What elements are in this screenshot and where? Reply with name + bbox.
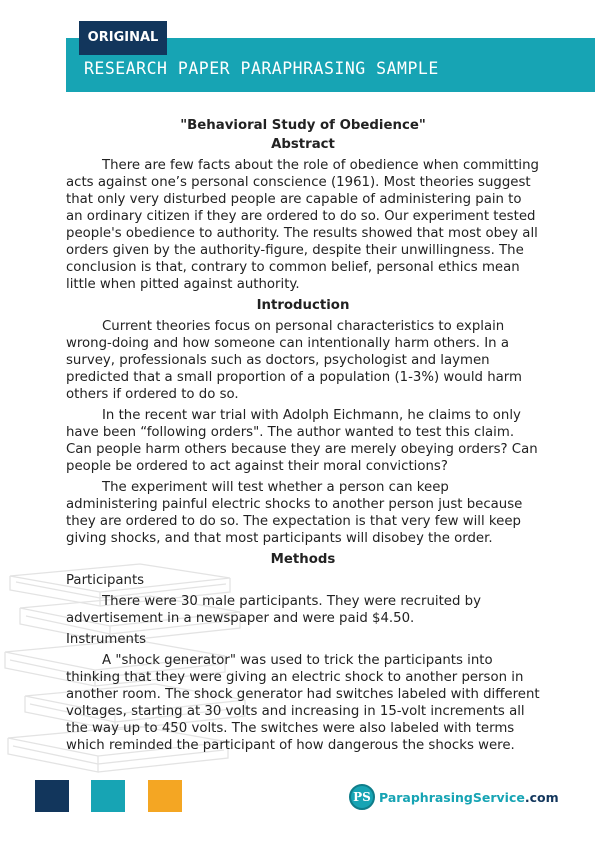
abstract-heading: Abstract — [271, 137, 335, 152]
participants-paragraph: There were 30 male participants. They were recruited by advertisement in a newspaper and were paid $4.50. — [66, 594, 481, 626]
instruments-paragraph: A "shock generator" was used to trick the participants into thinking that they were giving an electric shock to another person in another room. The shock generator had switches labeled with different voltages, starting at 30 volts and increasing in 15-volt increments all the way up to 450 volts. The switches were also labeled with terms which reminded the participant of how dangerous the shocks were. — [66, 653, 540, 753]
teal-square — [91, 780, 125, 812]
logo-name: ParaphrasingService — [379, 789, 525, 805]
logo-badge-icon: PS — [349, 784, 375, 810]
instruments-heading: Instruments — [66, 632, 147, 647]
introduction-paragraph: Current theories focus on personal characteristics to explain wrong-doing and how someone can intentionally harm others. In a survey, professionals such as doctors, psychologist and laymen predicted that a small proportion of a population (1-3%) would harm others if ordered to do so. — [66, 319, 522, 402]
original-tag: ORIGINAL — [79, 21, 167, 55]
logo-text — [379, 790, 559, 805]
introduction-paragraph: In the recent war trial with Adolph Eichmann, he claims to only have been “following orders". The author wanted to test this claim. Can people harm others because they are merely obeying orders? Can people be ordered to act against their moral convictions? — [66, 408, 538, 474]
orange-square — [148, 780, 182, 812]
document-title: "Behavioral Study of Obedience" — [180, 118, 426, 133]
document-body — [66, 117, 540, 758]
abstract-paragraph: There are few facts about the role of obedience when committing acts against one’s personal conscience (1961). Most theories suggest that only very disturbed people are capable of administering pain to an ordinary citizen if they are ordered to do so. Our experiment tested people's obedience to authority. The results showed that most obey all orders given by the authority-figure, despite their unwillingness. The conclusion is that, contrary to common belief, personal ethics mean little when pitted against authority. — [66, 158, 539, 292]
introduction-paragraph: The experiment will test whether a person can keep administering painful electric shocks to another person just because they are ordered to do so. The expectation is that very few will keep giving shocks, and that most participants will disobey the order. — [66, 480, 523, 546]
brand-logo[interactable] — [349, 783, 559, 811]
logo-domain: .com — [524, 789, 559, 805]
participants-heading: Participants — [66, 573, 145, 588]
introduction-heading: Introduction — [256, 298, 350, 313]
methods-heading: Methods — [270, 552, 336, 567]
navy-square — [35, 780, 69, 812]
page-title: RESEARCH PAPER PARAPHRASING SAMPLE — [84, 59, 439, 78]
